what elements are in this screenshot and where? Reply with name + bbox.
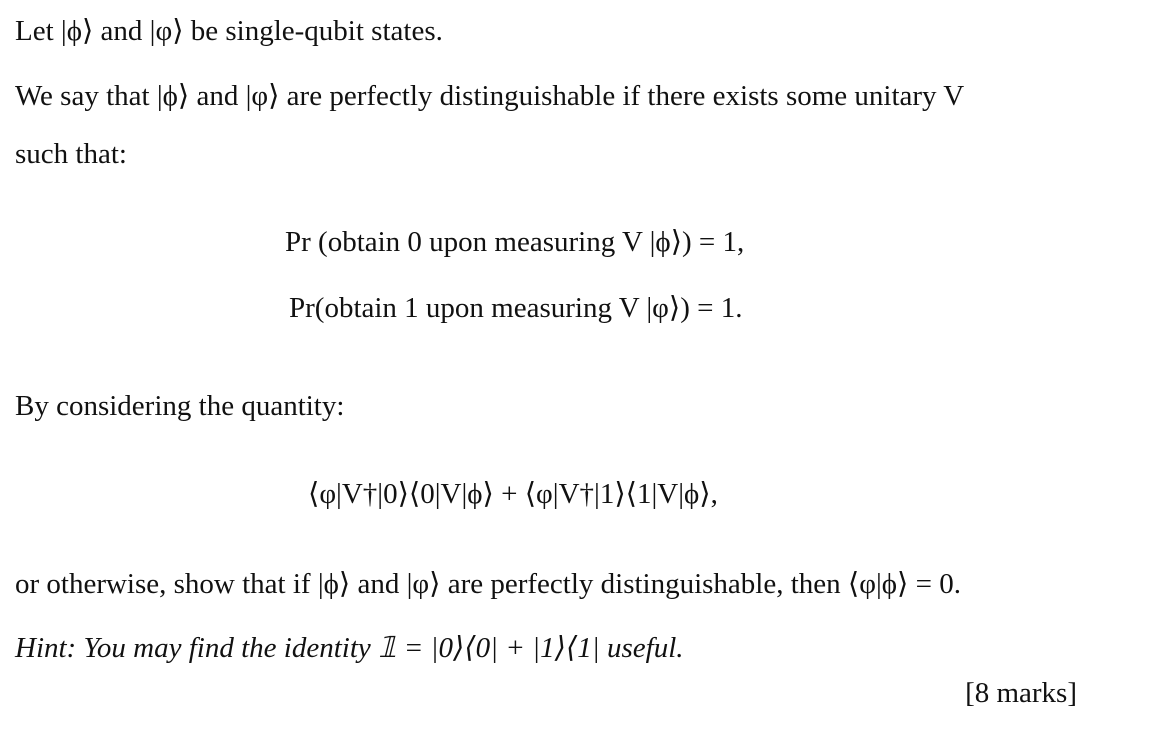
considering-text: By considering the quantity:	[15, 390, 345, 422]
hint-text: Hint: You may find the identity 𝟙 = |0⟩⟨0| + |1⟩⟨1| useful.	[15, 632, 684, 664]
intro-text: Let |ϕ⟩ and |φ⟩ be single-qubit states.	[15, 15, 443, 47]
definition-continuation: such that:	[15, 138, 127, 170]
quantity-expression: ⟨φ|V†|0⟩⟨0|V|ϕ⟩ + ⟨φ|V†|1⟩⟨1|V|ϕ⟩,	[308, 478, 718, 510]
show-that-text: or otherwise, show that if |ϕ⟩ and |φ⟩ are perfectly distinguishable, then ⟨φ|ϕ⟩ = 0.	[15, 568, 961, 600]
marks-label: [8 marks]	[965, 677, 1077, 709]
equation-measure-zero: Pr (obtain 0 upon measuring V |ϕ⟩) = 1,	[285, 226, 745, 258]
equation-measure-one: Pr(obtain 1 upon measuring V |φ⟩) = 1.	[289, 292, 743, 324]
definition-text: We say that |ϕ⟩ and |φ⟩ are perfectly distinguishable if there exists some unitary V	[15, 80, 965, 112]
